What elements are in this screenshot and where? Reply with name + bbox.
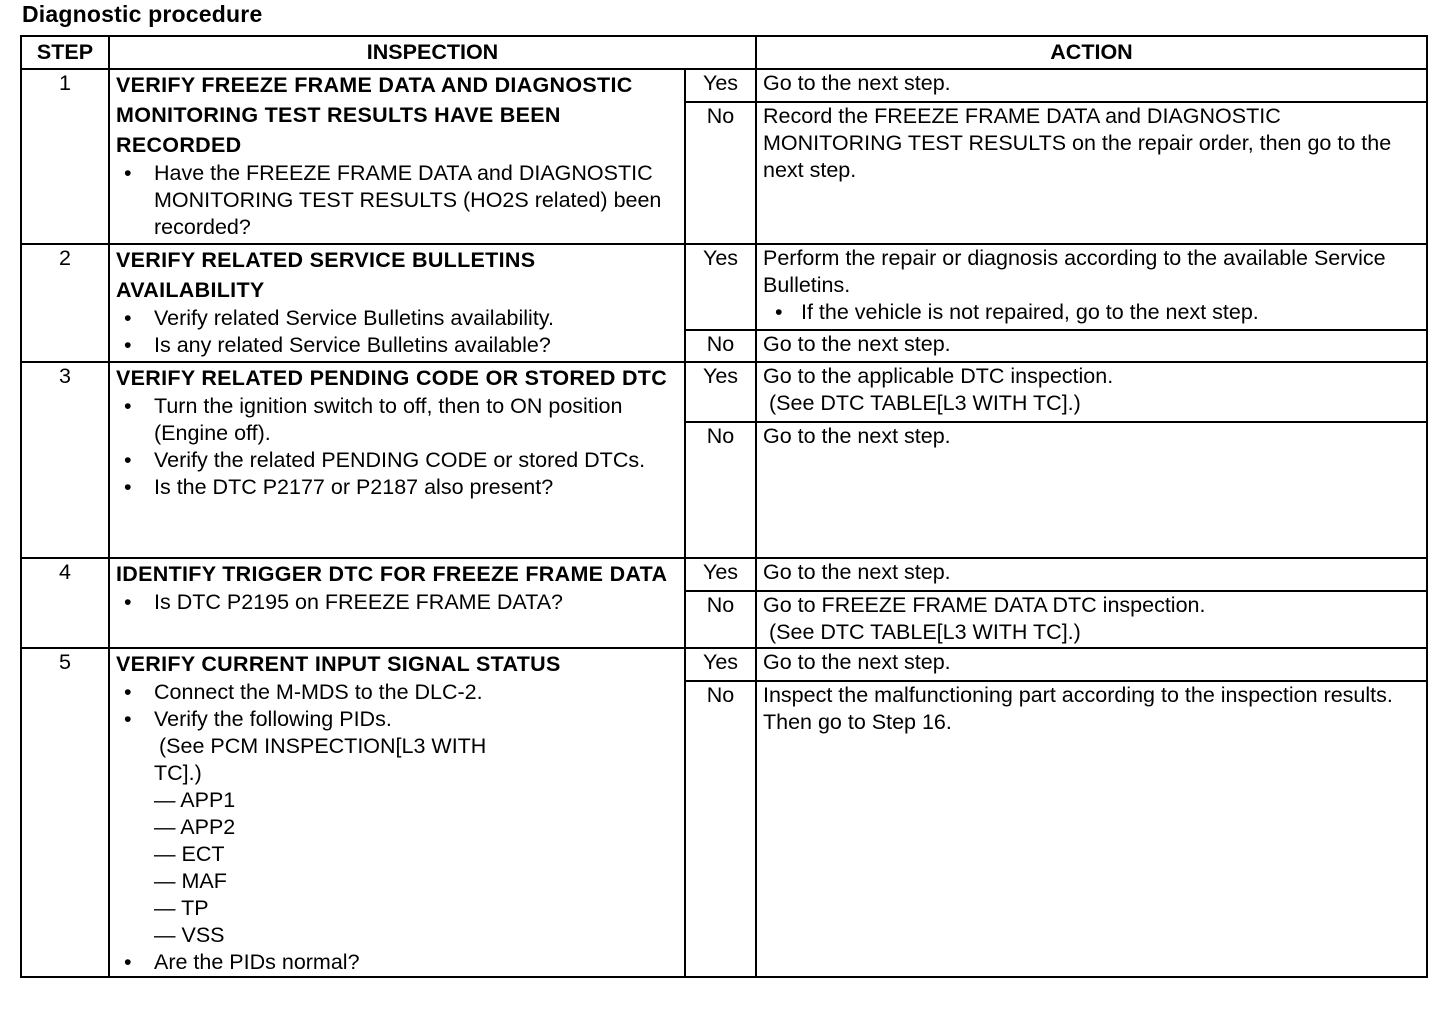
step-number: 3 (21, 362, 109, 558)
yes-action: Go to the next step. (756, 69, 1427, 102)
diagnostic-procedure-table (20, 35, 1428, 978)
yes-label: Yes (685, 648, 756, 681)
no-label: No (685, 102, 756, 244)
step-4-yes-row (21, 558, 1427, 591)
no-label: No (685, 591, 756, 648)
step-5-yes-row (21, 648, 1427, 681)
header-step: STEP (21, 36, 109, 69)
step-1-yes-row (21, 69, 1427, 102)
yes-label: Yes (685, 244, 756, 330)
no-action-then: Then go to Step 16. (763, 710, 952, 734)
no-action (756, 591, 1427, 648)
inspection-bullet: • Verify the related PENDING CODE or stored DTCs. (154, 447, 678, 474)
inspection-bullet: • Have the FREEZE FRAME DATA and DIAGNOSTIC MONITORING TEST RESULTS (HO2S related) been recorded? (154, 160, 678, 241)
pcm-inspection-reference-cont: TC].) (154, 761, 202, 785)
step-number: 4 (21, 558, 109, 648)
inspection-bullet: • Is the DTC P2177 or P2187 also present? (154, 474, 678, 501)
step-number: 5 (21, 648, 109, 977)
yes-action: Go to the next step. (756, 648, 1427, 681)
pid-item: — APP2 (154, 815, 236, 839)
no-action-reference: (See DTC TABLE[L3 WITH TC].) (769, 620, 1081, 644)
no-action: Go to the next step. (756, 422, 1427, 558)
yes-action-bullets (763, 299, 1420, 326)
inspection-bullet: • Is any related Service Bulletins available? (154, 332, 678, 359)
inspection-bullet: • Verify related Service Bulletins availability. (154, 305, 678, 332)
inspection-bullet: • Turn the ignition switch to off, then to ON position (Engine off). (154, 393, 678, 447)
no-action-text: Go to FREEZE FRAME DATA DTC inspection. (763, 593, 1206, 617)
yes-action-text: Perform the repair or diagnosis according to the available Service Bulletins. (763, 246, 1386, 297)
no-action-text: Inspect the malfunctioning part according to the inspection results. (763, 683, 1393, 707)
pid-item: — MAF (154, 869, 227, 893)
step-inspection (109, 244, 685, 362)
page-title: Diagnostic procedure (22, 1, 263, 27)
step-title: VERIFY RELATED PENDING CODE OR STORED DTC (116, 366, 668, 390)
step-title: VERIFY CURRENT INPUT SIGNAL STATUS (116, 652, 561, 676)
header-inspection: INSPECTION (109, 36, 756, 69)
yes-action (756, 244, 1427, 330)
inspection-bullets (116, 393, 678, 501)
step-title: IDENTIFY TRIGGER DTC FOR FREEZE FRAME DATA (116, 562, 668, 586)
inspection-bullets (116, 160, 678, 241)
step-inspection (109, 69, 685, 244)
verify-pids-text: • Verify the following PIDs. (154, 707, 392, 731)
inspection-bullets (116, 679, 678, 976)
no-action: Record the FREEZE FRAME DATA and DIAGNOSTIC MONITORING TEST RESULTS on the repair order, then go to the next step. (756, 102, 1427, 244)
no-action: Go to the next step. (756, 330, 1427, 362)
no-label: No (685, 681, 756, 977)
no-label: No (685, 330, 756, 362)
inspection-bullet: • Is DTC P2195 on FREEZE FRAME DATA? (154, 589, 678, 616)
yes-label: Yes (685, 558, 756, 591)
pid-item: — VSS (154, 923, 225, 947)
no-label: No (685, 422, 756, 558)
inspection-bullet: • Are the PIDs normal? (154, 949, 678, 976)
step-3-yes-row (21, 362, 1427, 422)
inspection-bullets (116, 305, 678, 359)
header-action: ACTION (756, 36, 1427, 69)
yes-action-reference: (See DTC TABLE[L3 WITH TC].) (769, 391, 1081, 415)
inspection-bullets (116, 589, 678, 616)
yes-action (756, 362, 1427, 422)
step-title: VERIFY RELATED SERVICE BULLETINS AVAILABILITY (116, 248, 536, 302)
table-header-row (21, 36, 1427, 69)
step-inspection (109, 648, 685, 977)
step-number: 2 (21, 244, 109, 362)
no-action (756, 681, 1427, 977)
yes-action-bullet: • If the vehicle is not repaired, go to the next step. (801, 299, 1420, 326)
inspection-bullet (154, 706, 678, 949)
step-number: 1 (21, 69, 109, 244)
step-title: VERIFY FREEZE FRAME DATA AND DIAGNOSTIC MONITORING TEST RESULTS HAVE BEEN RECORDED (116, 73, 633, 157)
yes-label: Yes (685, 362, 756, 422)
pid-item: — ECT (154, 842, 225, 866)
yes-label: Yes (685, 69, 756, 102)
yes-action-text: Go to the applicable DTC inspection. (763, 364, 1114, 388)
step-inspection (109, 362, 685, 558)
pcm-inspection-reference: (See PCM INSPECTION[L3 WITH (159, 734, 487, 758)
step-2-yes-row (21, 244, 1427, 330)
inspection-bullet: • Connect the M-MDS to the DLC-2. (154, 679, 678, 706)
pid-item: — TP (154, 896, 209, 920)
pid-item: — APP1 (154, 788, 236, 812)
yes-action: Go to the next step. (756, 558, 1427, 591)
step-inspection (109, 558, 685, 648)
